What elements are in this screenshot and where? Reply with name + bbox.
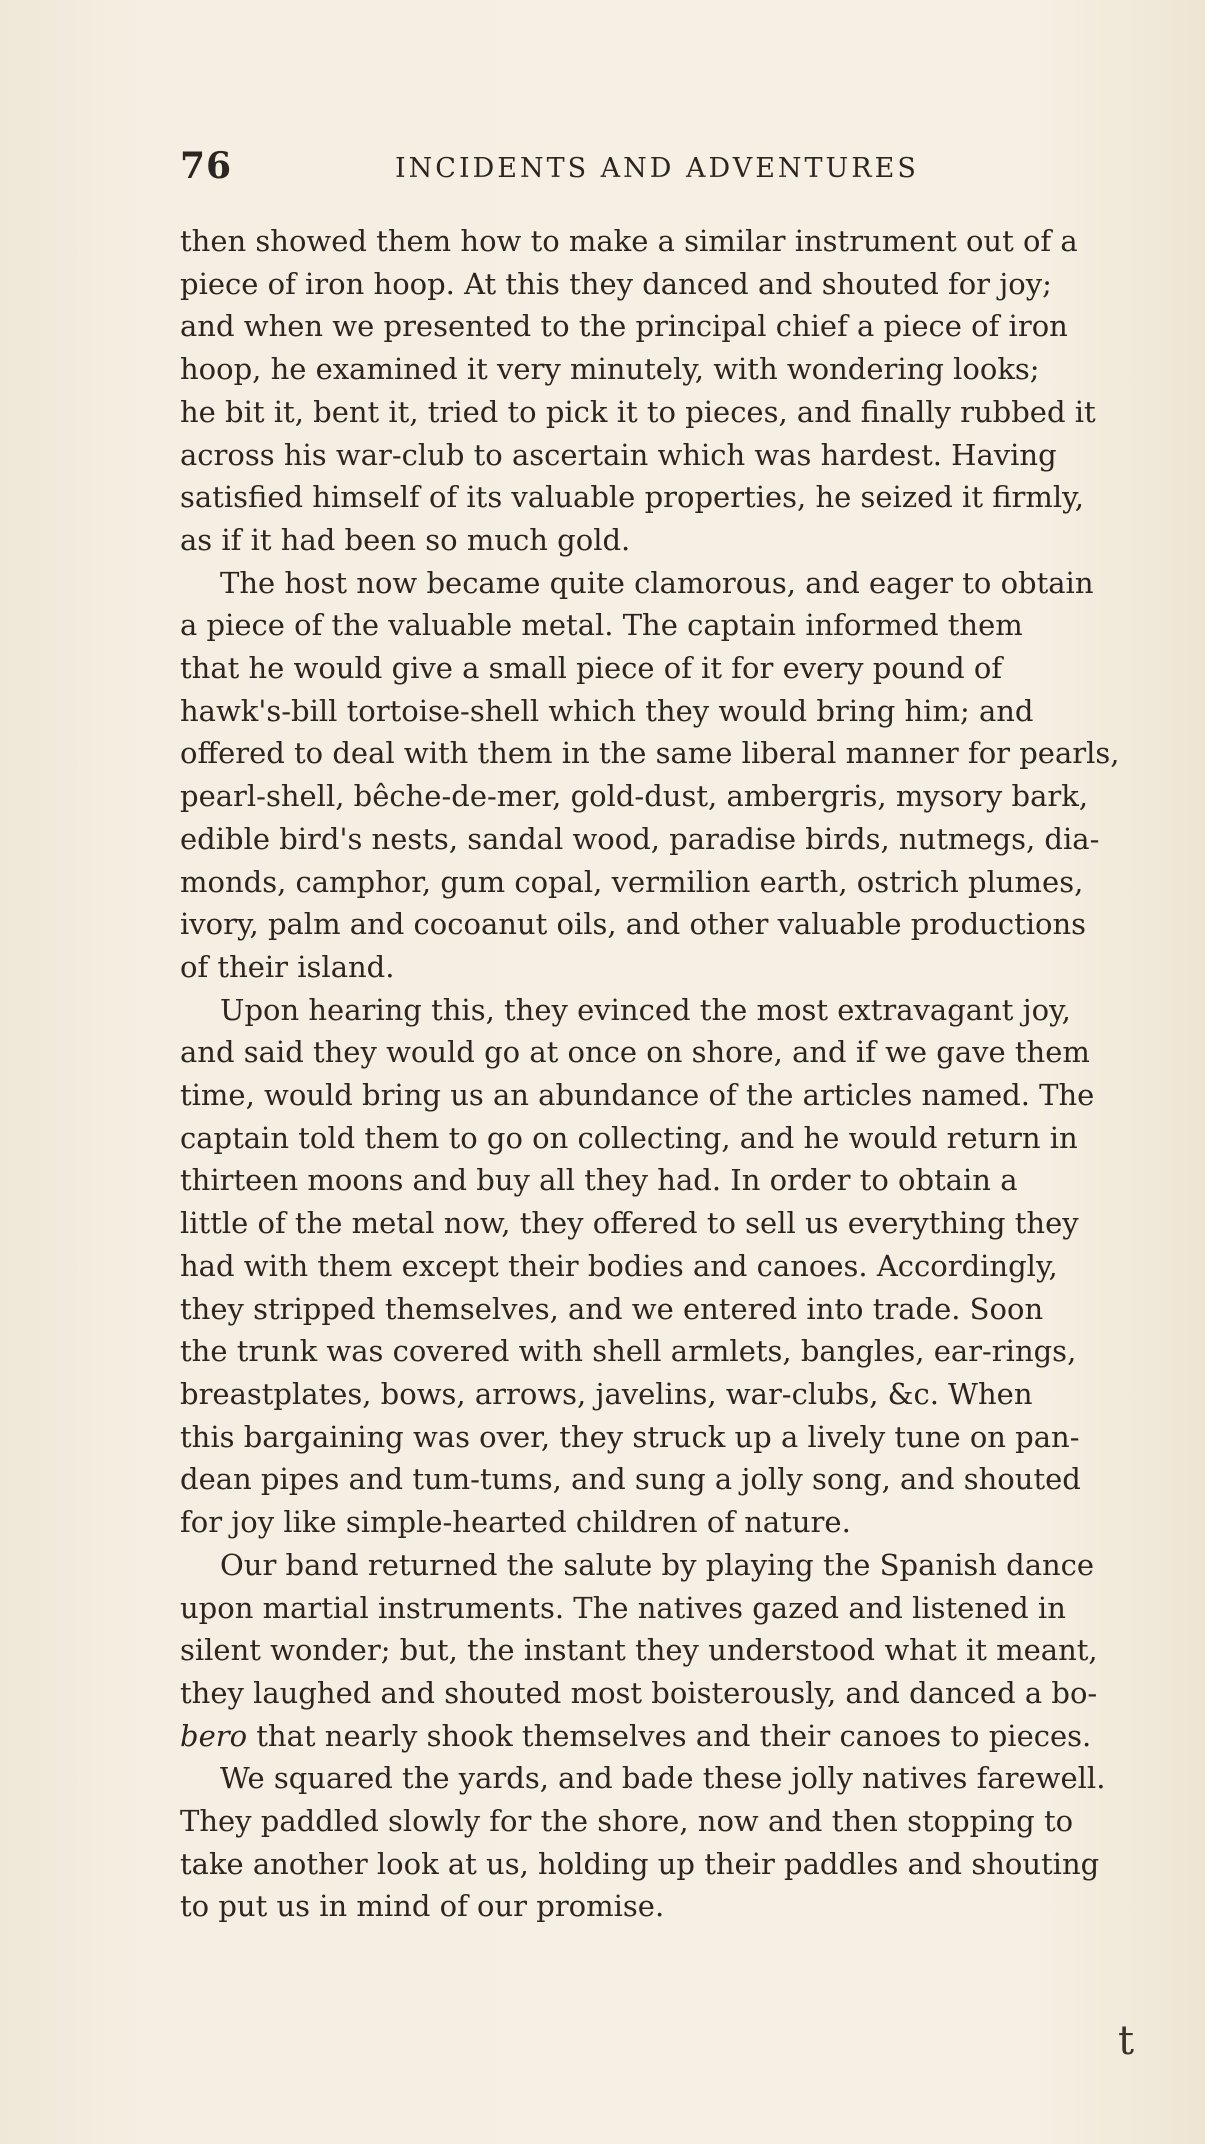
text-line: hawk's-bill tortoise-shell which they would bring him; and [180, 693, 1034, 728]
text-line: they laughed and shouted most boisterously, and danced a bo- [180, 1675, 1098, 1710]
text-line: piece of iron hoop. At this they danced and shouted for joy; [180, 266, 1052, 301]
text-line: captain told them to go on collecting, and he would return in [180, 1120, 1078, 1155]
text-line: and when we presented to the principal chief a piece of iron [180, 309, 1068, 344]
text-line: hoop, he examined it very minutely, with wondering looks; [180, 352, 1040, 387]
text-line: silent wonder; but, the instant they understood what it meant, [180, 1633, 1098, 1668]
text-line: had with them except their bodies and canoes. Accordingly, [180, 1248, 1058, 1283]
text-line: that he would give a small piece of it for every pound of [180, 651, 1003, 686]
text-line: they stripped themselves, and we entered into trade. Soon [180, 1291, 1044, 1326]
text-line: dean pipes and tum-tums, and sung a jolly song, and shouted [180, 1462, 1081, 1497]
body-text [180, 220, 1162, 1928]
text-line: as if it had been so much gold. [180, 522, 631, 557]
text-line: offered to deal with them in the same liberal manner for pearls, [180, 736, 1120, 771]
text-line: then showed them how to make a similar instrument out of a [180, 224, 1078, 258]
text-line: thirteen moons and buy all they had. In order to obtain a [180, 1163, 1018, 1198]
text-line: breastplates, bows, arrows, javelins, war-clubs, &c. When [180, 1376, 1033, 1411]
text-line: take another look at us, holding up their paddles and shouting [180, 1846, 1100, 1881]
text-line: The host now became quite clamorous, and eager to obtain [220, 565, 1094, 600]
text-line: that nearly shook themselves and their canoes to pieces. [256, 1718, 1092, 1753]
text-line: the trunk was covered with shell armlets, bangles, ear-rings, [180, 1334, 1077, 1369]
text-line-with-italic [180, 1715, 1162, 1758]
text-line: pearl-shell, bêche-de-mer, gold-dust, ambergris, mysory bark, [180, 779, 1089, 814]
page-number: 76 [180, 145, 233, 187]
text-line: upon martial instruments. The natives gazed and listened in [180, 1590, 1066, 1625]
running-title: INCIDENTS AND ADVENTURES [395, 153, 919, 184]
paragraph-3 [180, 989, 1162, 1544]
text-line: Upon hearing this, they evinced the most extravagant joy, [220, 992, 1071, 1027]
italic-word: bero [180, 1718, 248, 1753]
text-line: he bit it, bent it, tried to pick it to pieces, and finally rubbed it [180, 394, 1096, 429]
text-line: of their island. [180, 949, 395, 984]
text-line: to put us in mind of our promise. [180, 1889, 665, 1924]
paragraph-1 [180, 220, 1162, 562]
text-line: and said they would go at once on shore, and if we gave them [180, 1035, 1090, 1070]
paragraph-4 [180, 1544, 1162, 1758]
text-line: satisfied himself of its valuable properties, he seized it firmly, [180, 480, 1084, 515]
paragraph-5 [180, 1757, 1162, 1928]
footer-mark: t [1118, 2018, 1135, 2064]
page-header [180, 145, 1060, 190]
text-line: We squared the yards, and bade these jolly natives farewell. [220, 1761, 1106, 1796]
paragraph-2 [180, 562, 1162, 989]
text-line: Our band returned the salute by playing the Spanish dance [220, 1547, 1095, 1582]
text-line: across his war-club to ascertain which was hardest. Having [180, 437, 1057, 472]
text-line: time, would bring us an abundance of the articles named. The [180, 1078, 1095, 1113]
text-line: monds, camphor, gum copal, vermilion earth, ostrich plumes, [180, 864, 1084, 899]
text-line: ivory, palm and cocoanut oils, and other valuable productions [180, 907, 1087, 942]
text-line: this bargaining was over, they struck up a lively tune on pan- [180, 1419, 1080, 1454]
text-line: edible bird's nests, sandal wood, paradise birds, nutmegs, dia- [180, 821, 1100, 856]
text-line: a piece of the valuable metal. The captain informed them [180, 608, 1023, 643]
text-line: little of the metal now, they offered to sell us everything they [180, 1206, 1079, 1241]
text-line: They paddled slowly for the shore, now and then stopping to [180, 1804, 1074, 1839]
text-line: for joy like simple-hearted children of nature. [180, 1505, 851, 1540]
